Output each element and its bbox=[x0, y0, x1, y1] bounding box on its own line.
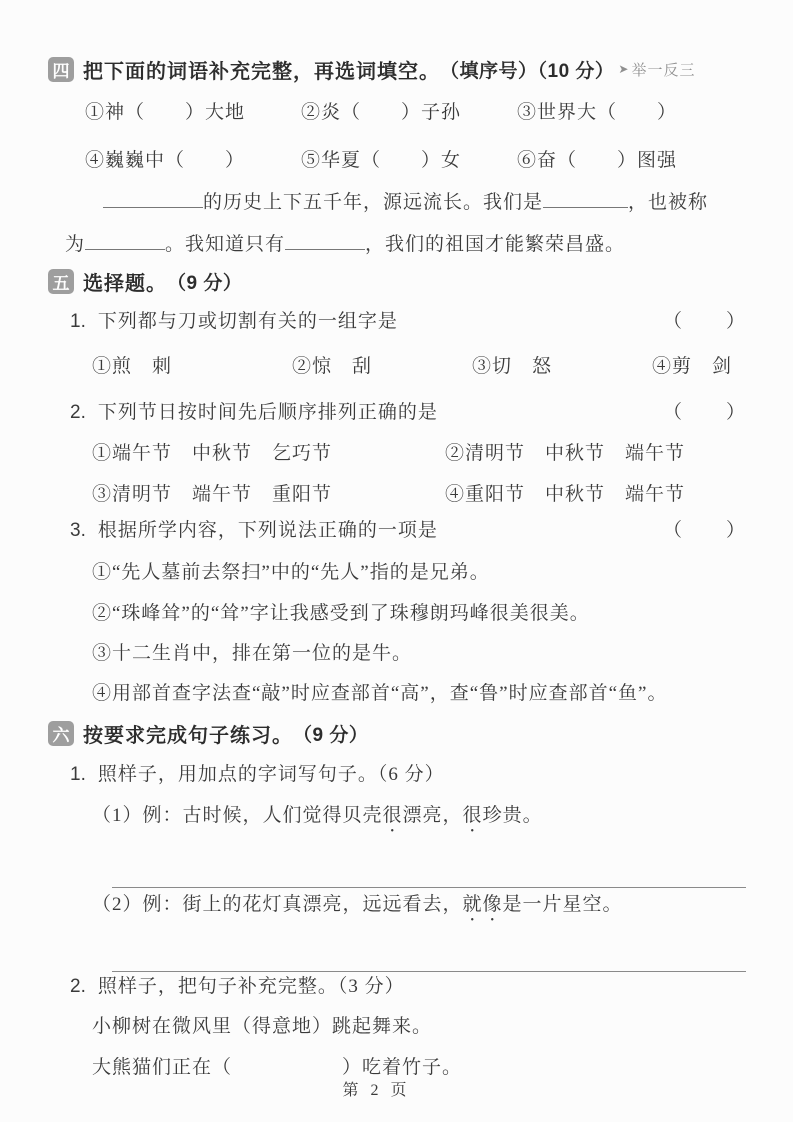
answer-line bbox=[112, 941, 746, 972]
option-item: ③切 怒 bbox=[472, 356, 553, 377]
word-items-row-1 bbox=[85, 98, 747, 128]
question-number: 1. bbox=[70, 311, 86, 332]
example-text: 漂亮， bbox=[402, 805, 463, 826]
practice-tag bbox=[618, 59, 695, 80]
question-number: 3. bbox=[70, 520, 86, 541]
emphasized-word: 就像 bbox=[462, 894, 503, 915]
question-number: 2. bbox=[70, 976, 86, 997]
statement-line: ②“珠峰耸”的“耸”字让我感受到了珠穆朗玛峰很美很美。 bbox=[92, 603, 590, 624]
question-text: 照样子，把句子补充完整。（3 分） bbox=[97, 976, 405, 997]
word-item: ⑤华夏（ ）女 bbox=[301, 150, 462, 171]
practice-tag-label: 举一反三 bbox=[631, 61, 696, 79]
section-four-header bbox=[48, 54, 747, 84]
section-five-badge: 五 bbox=[48, 269, 74, 294]
question-text: 下列节日按时间先后顺序排列正确的是 bbox=[97, 402, 438, 423]
question-line-3 bbox=[70, 516, 747, 546]
example-text: 珍贵。 bbox=[482, 805, 543, 826]
fill-paragraph-line-2 bbox=[65, 230, 747, 260]
question-line-6-2 bbox=[70, 972, 747, 1002]
example-text: （2）例：街上的花灯真漂亮，远远看去， bbox=[92, 894, 463, 915]
option-item: ②惊 刮 bbox=[292, 356, 373, 377]
statement-line: ①“先人墓前去祭扫”中的“先人”指的是兄弟。 bbox=[92, 562, 490, 583]
option-item: ②清明节 中秋节 端午节 bbox=[445, 443, 686, 464]
completion-sentence-1: 小柳树在微风里（得意地）跳起舞来。 bbox=[92, 1016, 433, 1037]
section-six-badge: 六 bbox=[48, 721, 74, 746]
answer-blank bbox=[103, 188, 203, 208]
question-line-1 bbox=[70, 307, 747, 337]
example-sentence-1 bbox=[92, 801, 747, 831]
statement-line: ③十二生肖中，排在第一位的是牛。 bbox=[92, 643, 413, 664]
section-four-score: （填序号）（10 分） bbox=[440, 60, 615, 82]
option-item: ④重阳节 中秋节 端午节 bbox=[445, 484, 686, 505]
paragraph-text: ，我们的祖国才能繁荣昌盛。 bbox=[365, 234, 626, 255]
emphasized-word: 很 bbox=[462, 805, 483, 826]
option-item: ④剪 剑 bbox=[652, 356, 733, 377]
word-item: ⑥奋（ ）图强 bbox=[517, 150, 678, 171]
word-item: ④巍巍中（ ） bbox=[85, 150, 246, 171]
word-items-row-2 bbox=[85, 146, 747, 176]
answer-paren: （ ） bbox=[662, 402, 747, 423]
section-four-badge: 四 bbox=[48, 57, 74, 82]
question-line-6-1 bbox=[70, 760, 747, 790]
option-item: ①端午节 中秋节 乞巧节 bbox=[92, 443, 333, 464]
paragraph-text: 。我知道只有 bbox=[165, 234, 286, 255]
question-2-options-row-2 bbox=[92, 480, 747, 510]
arrow-icon: ➤ bbox=[618, 62, 630, 76]
answer-blank bbox=[85, 230, 165, 250]
paragraph-text: ，也被称 bbox=[628, 192, 709, 213]
section-five-title: 选择题。 bbox=[83, 272, 167, 295]
question-line-2 bbox=[70, 398, 747, 428]
footer-page-number: 第 2 页 bbox=[342, 1082, 411, 1099]
answer-paren: （ ） bbox=[662, 311, 747, 332]
answer-paren: （ ） bbox=[662, 520, 747, 541]
example-text: （1）例：古时候，人们觉得贝壳 bbox=[92, 805, 383, 826]
question-1-options bbox=[92, 352, 747, 382]
statement-line: ④用部首查字法查“敲”时应查部首“高”，查“鲁”时应查部首“鱼”。 bbox=[92, 683, 668, 704]
word-item: ①神（ ）大地 bbox=[85, 102, 246, 123]
section-six-title: 按要求完成句子练习。 bbox=[83, 724, 293, 747]
fill-paragraph-line-1 bbox=[103, 188, 747, 218]
section-six-score: （9 分） bbox=[293, 724, 369, 746]
section-five-score: （9 分） bbox=[167, 272, 243, 294]
emphasized-word: 很 bbox=[382, 805, 403, 826]
option-item: ①煎 刺 bbox=[92, 356, 173, 377]
section-four-title: 把下面的词语补充完整，再选词填空。 bbox=[83, 60, 440, 83]
word-item: ②炎（ ）子孙 bbox=[301, 102, 462, 123]
answer-line bbox=[112, 857, 746, 888]
sentence-text: ）吃着竹子。 bbox=[342, 1057, 463, 1078]
question-text: 下列都与刀或切割有关的一组字是 bbox=[97, 311, 398, 332]
word-item: ③世界大（ ） bbox=[517, 102, 678, 123]
paragraph-text: 为 bbox=[65, 234, 86, 255]
option-item: ③清明节 端午节 重阳节 bbox=[92, 484, 333, 505]
section-five-header bbox=[48, 266, 747, 296]
answer-blank bbox=[285, 230, 365, 250]
example-text: 是一片星空。 bbox=[502, 894, 623, 915]
question-number: 1. bbox=[70, 764, 86, 785]
question-text: 照样子，用加点的字词写句子。（6 分） bbox=[97, 764, 445, 785]
paragraph-text: 的历史上下五千年，源远流长。我们是 bbox=[203, 192, 544, 213]
question-number: 2. bbox=[70, 402, 86, 423]
question-2-options-row-1 bbox=[92, 439, 747, 469]
example-sentence-2 bbox=[92, 890, 747, 920]
answer-blank bbox=[543, 188, 628, 208]
question-text: 根据所学内容，下列说法正确的一项是 bbox=[97, 520, 438, 541]
section-six-header bbox=[48, 718, 747, 748]
sentence-text: 大熊猫们正在（ bbox=[92, 1057, 233, 1078]
